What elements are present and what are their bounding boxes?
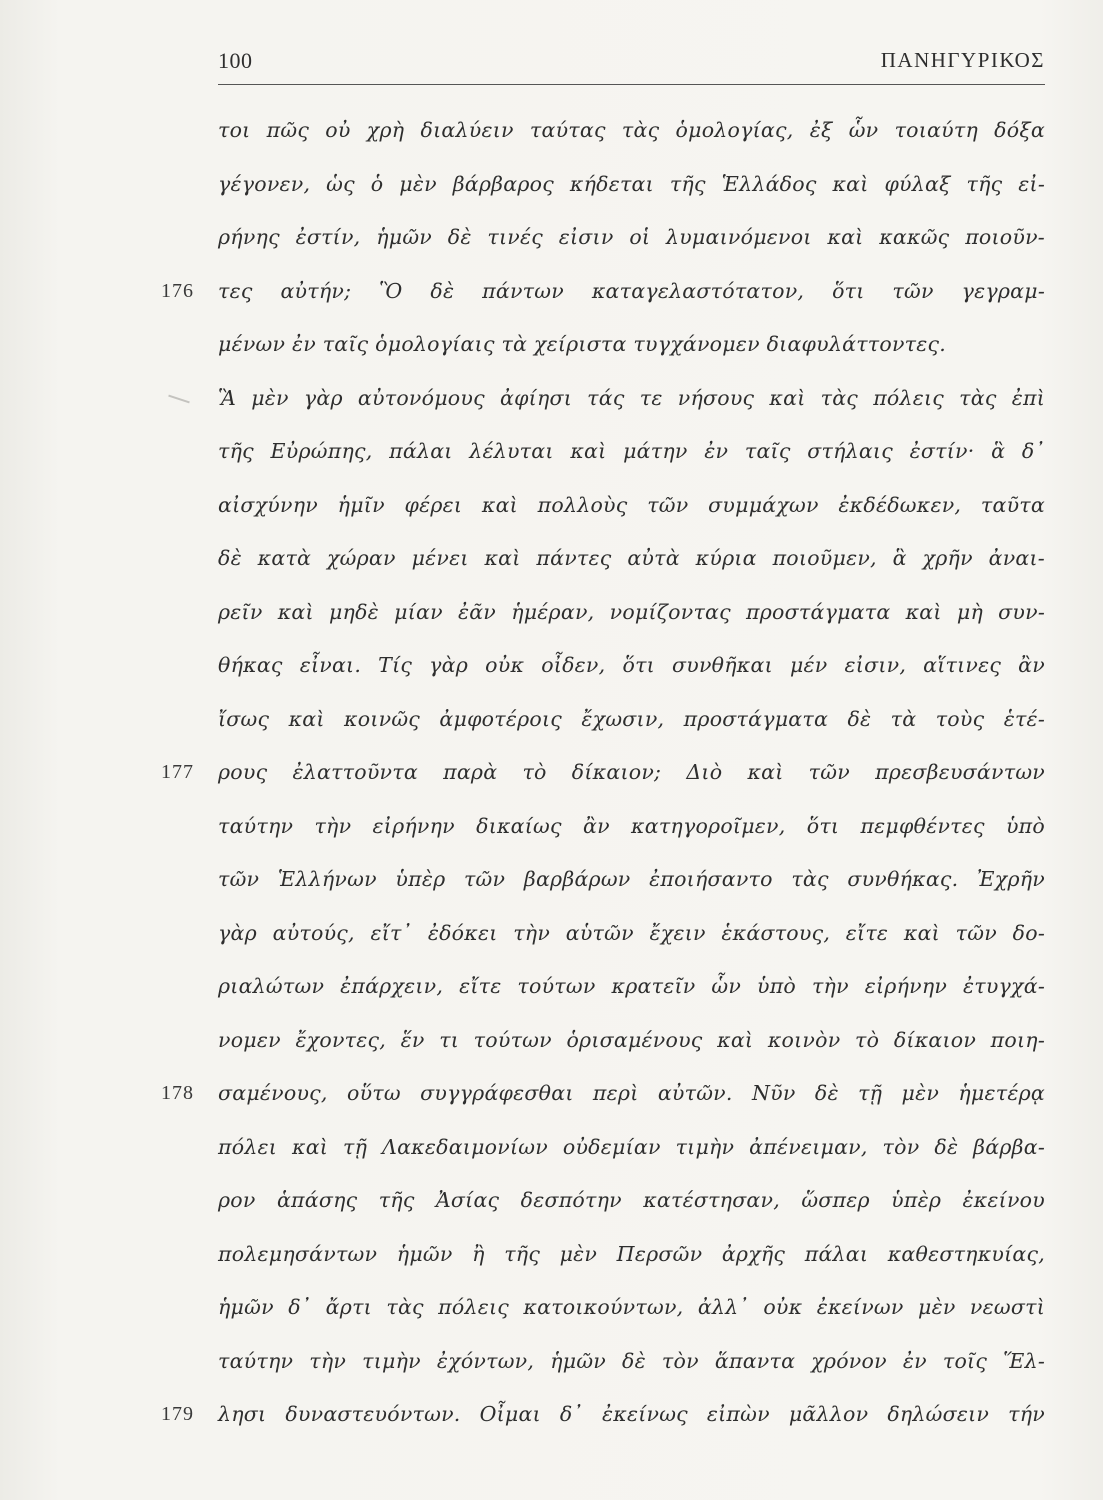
text-line: θήκας εἶναι. Τίς γὰρ οὐκ οἶδεν, ὅτι συνθῆκαι μέν εἰσιν, αἵτινες ἂν [218, 653, 1045, 677]
text-line: τῆς Εὐρώπης, πάλαι λέλυται καὶ μάτην ἐν ταῖς στήλαις ἐστίν· ἃ δ᾽ [218, 439, 1045, 463]
section-number-177: 177 [161, 761, 194, 783]
text-line: σαμένους, οὕτω συγγράφεσθαι περὶ αὐτῶν. Νῦν δὲ τῇ μὲν ἡμετέρᾳ [218, 1081, 1045, 1105]
text-line: πολεμησάντων ἡμῶν ἢ τῆς μὲν Περσῶν ἀρχῆς πάλαι καθεστηκυίας, [218, 1242, 1045, 1266]
text-line: ρον ἁπάσης τῆς Ἀσίας δεσπότην κατέστησαν, ὥσπερ ὑπὲρ ἐκείνου [218, 1188, 1045, 1212]
section-number-179: 179 [161, 1403, 194, 1425]
text-line: πόλει καὶ τῇ Λακεδαιμονίων οὐδεμίαν τιμὴν ἀπένειμαν, τὸν δὲ βάρβα- [218, 1135, 1045, 1159]
text-line: τῶν Ἑλλήνων ὑπὲρ τῶν βαρβάρων ἐποιήσαντο τὰς συνθήκας. Ἐχρῆν [218, 867, 1045, 891]
text-line: ἡμῶν δ᾽ ἄρτι τὰς πόλεις κατοικούντων, ἀλλ᾽ οὐκ ἐκείνων μὲν νεωστὶ [218, 1295, 1045, 1319]
text-line: ριαλώτων ἐπάρχειν, εἴτε τούτων κρατεῖν ὧν ὑπὸ τὴν εἰρήνην ἐτυγχά- [218, 974, 1045, 998]
text-line: ρεῖν καὶ μηδὲ μίαν ἐᾶν ἡμέραν, νομίζοντας προστάγματα καὶ μὴ συν- [218, 600, 1045, 624]
text-line: ρήνης ἐστίν, ἡμῶν δὲ τινές εἰσιν οἱ λυμαινόμενοι καὶ κακῶς ποιοῦν- [218, 225, 1045, 249]
text-line: ταύτην τὴν εἰρήνην δικαίως ἂν κατηγοροῖμεν, ὅτι πεμφθέντες ὑπὸ [218, 814, 1045, 838]
text-line: ρους ἐλαττοῦντα παρὰ τὸ δίκαιον; Διὸ καὶ τῶν πρεσβευσάντων [218, 760, 1045, 784]
section-number-178: 178 [161, 1082, 194, 1104]
running-title: ΠΑΝΗΓΥΡΙΚΟΣ [880, 48, 1045, 72]
text-line: ταύτην τὴν τιμὴν ἐχόντων, ἡμῶν δὲ τὸν ἅπαντα χρόνον ἐν τοῖς Ἕλ- [218, 1349, 1045, 1373]
text-line: λησι δυναστευόντων. Οἶμαι δ᾽ ἐκείνως εἰπὼν μᾶλλον δηλώσειν τήν [218, 1402, 1045, 1426]
text-line: Ἃ μὲν γὰρ αὐτονόμους ἀφίησι τάς τε νήσους καὶ τὰς πόλεις τὰς ἐπὶ [218, 386, 1045, 410]
text-line: αἰσχύνην ἡμῖν φέρει καὶ πολλοὺς τῶν συμμάχων ἐκδέδωκεν, ταῦτα [218, 493, 1045, 517]
page-number: 100 [218, 48, 253, 73]
text-line: τες αὐτήν; Ὃ δὲ πάντων καταγελαστότατον, ὅτι τῶν γεγραμ- [218, 279, 1045, 303]
text-line: τοι πῶς οὐ χρὴ διαλύειν ταύτας τὰς ὁμολογίας, ἐξ ὧν τοιαύτη δόξα [218, 118, 1045, 142]
text-line: νομεν ἔχοντες, ἕν τι τούτων ὁρισαμένους καὶ κοινὸν τὸ δίκαιον ποιη- [218, 1028, 1045, 1052]
text-line: μένων ἐν ταῖς ὁμολογίαις τὰ χείριστα τυγχάνομεν διαφυλάττοντες. [218, 332, 947, 356]
text-line: ἴσως καὶ κοινῶς ἀμφοτέροις ἔχωσιν, προστάγματα δὲ τὰ τοὺς ἑτέ- [218, 707, 1045, 731]
section-number-176: 176 [161, 280, 194, 302]
text-line: δὲ κατὰ χώραν μένει καὶ πάντες αὐτὰ κύρια ποιοῦμεν, ἃ χρῆν ἀναι- [218, 546, 1045, 570]
text-line: γὰρ αὐτούς, εἴτ᾽ ἐδόκει τὴν αὑτῶν ἔχειν ἑκάστους, εἴτε καὶ τῶν δο- [218, 921, 1045, 945]
text-line: γέγονεν, ὡς ὁ μὲν βάρβαρος κήδεται τῆς Ἑλλάδος καὶ φύλαξ τῆς εἰ- [218, 172, 1045, 196]
